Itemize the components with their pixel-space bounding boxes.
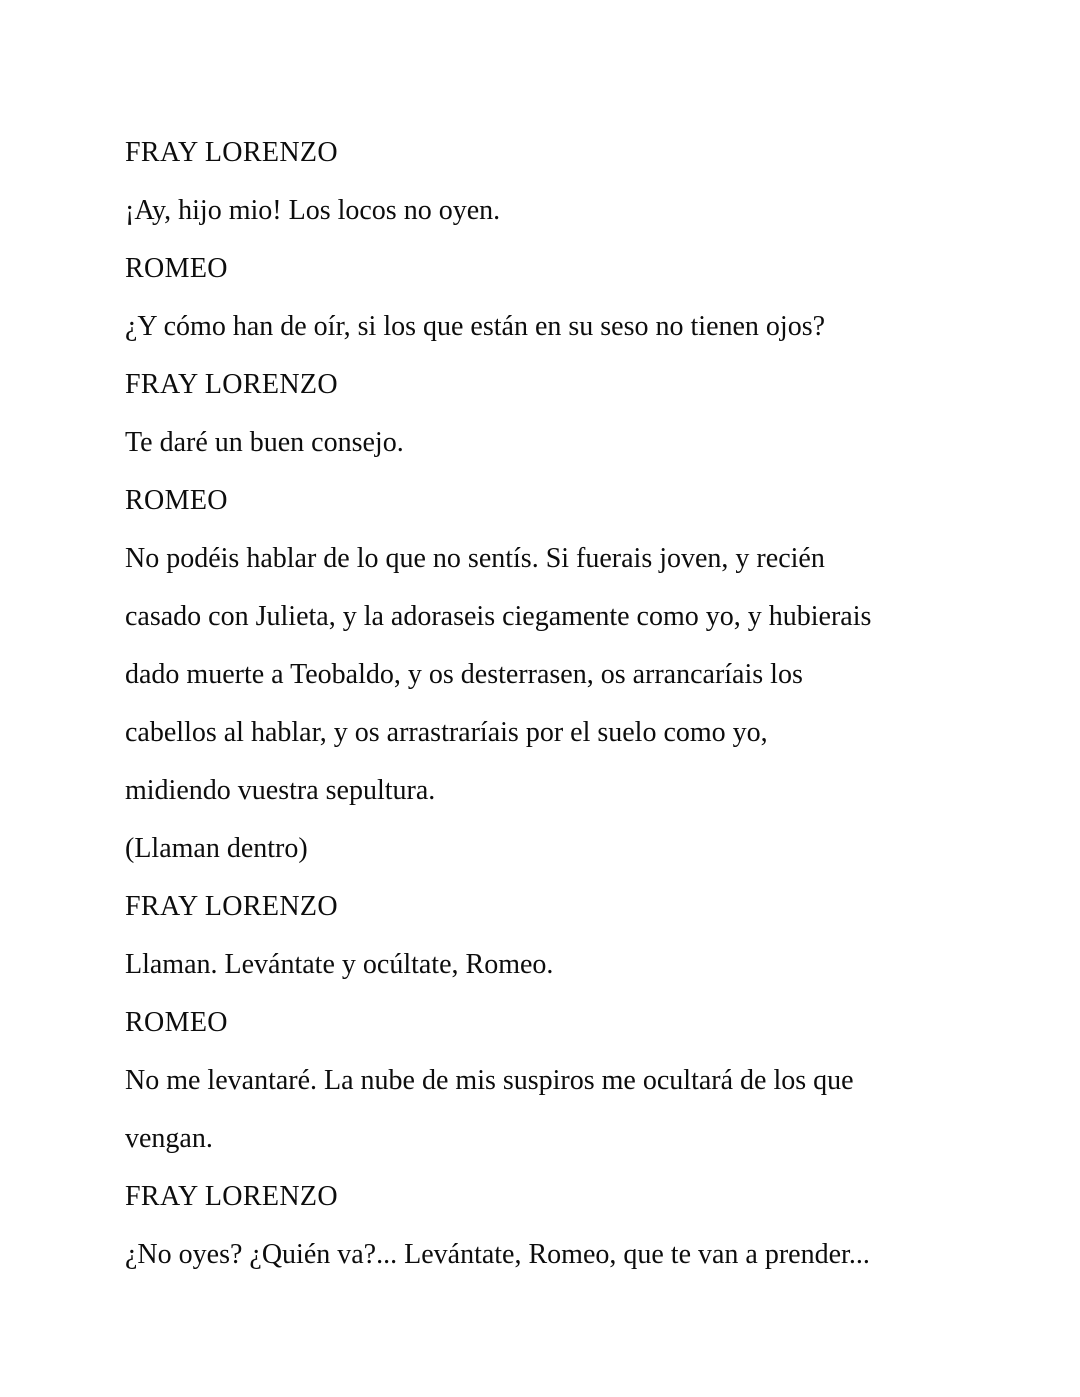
speech-paragraph: No podéis hablar de lo que no sentís. Si fuerais joven, y recién casado con Julieta, y la adoraseis ciegamente como yo, y hubierais dado muerte a Teobaldo, y os desterrasen, os arrancaríais los cabellos al hablar, y os arrastraríais por el suelo como yo, midiendo vuestra sepultura. bbox=[125, 543, 872, 806]
document-text-body bbox=[125, 124, 885, 1284]
speaker-name: FRAY LORENZO bbox=[125, 1181, 338, 1212]
speaker-name: ROMEO bbox=[125, 253, 228, 284]
speaker-name: ROMEO bbox=[125, 1007, 228, 1038]
speaker-name: FRAY LORENZO bbox=[125, 369, 338, 400]
speech-line: Llaman. Levántate y ocúltate, Romeo. bbox=[125, 949, 554, 980]
speech-line: ¿No oyes? ¿Quién va?... Levántate, Romeo, que te van a prender... bbox=[125, 1239, 870, 1270]
speech-line: ¡Ay, hijo mio! Los locos no oyen. bbox=[125, 195, 501, 226]
speaker-name: ROMEO bbox=[125, 485, 228, 516]
speech-line: Te daré un buen consejo. bbox=[125, 427, 404, 458]
speech-line: ¿Y cómo han de oír, si los que están en su seso no tienen ojos? bbox=[125, 311, 826, 342]
stage-direction: (Llaman dentro) bbox=[125, 833, 308, 864]
speaker-name: FRAY LORENZO bbox=[125, 891, 338, 922]
speaker-name: FRAY LORENZO bbox=[125, 137, 338, 168]
speech-paragraph: No me levantaré. La nube de mis suspiros me ocultará de los que vengan. bbox=[125, 1065, 854, 1154]
